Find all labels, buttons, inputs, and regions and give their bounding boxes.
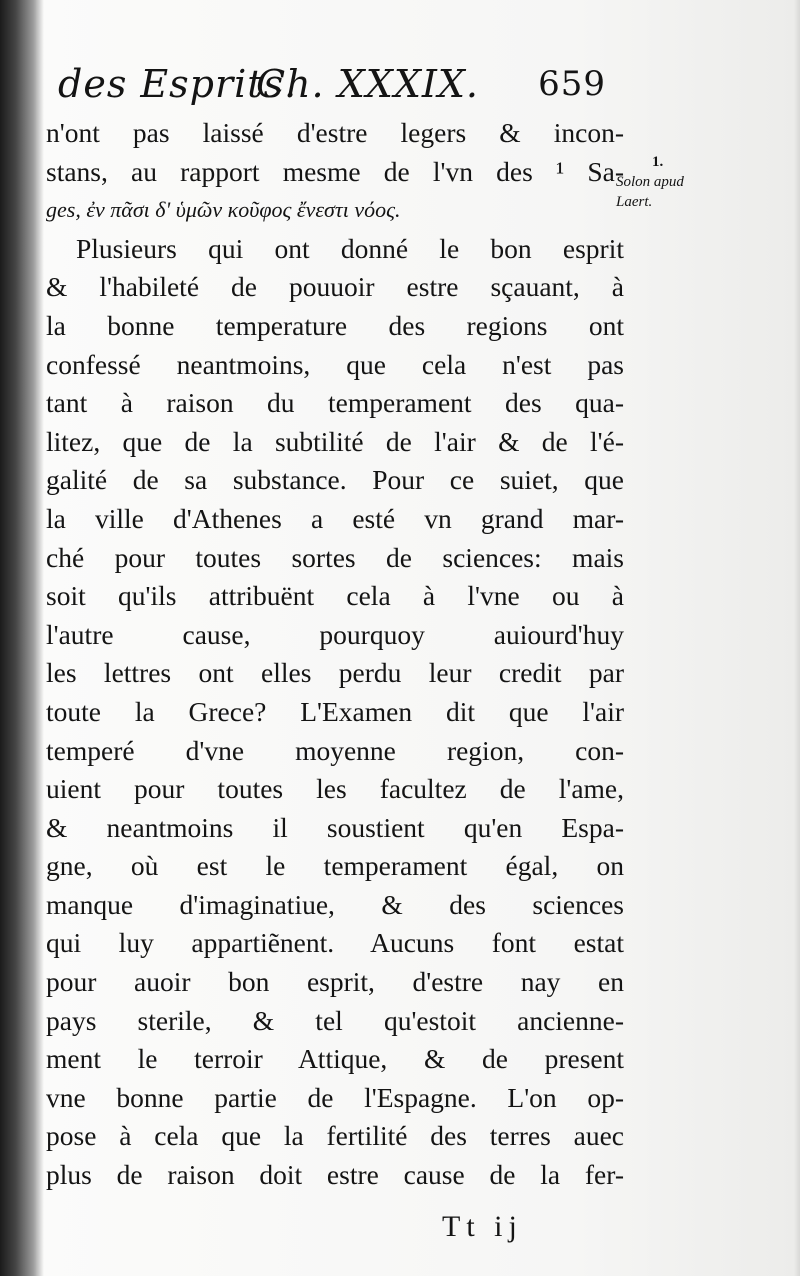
text-line: ment le terroir Attique, & de present [46, 1043, 624, 1075]
text-line: galité de sa substance. Pour ce suiet, que [46, 464, 624, 496]
text-line: la ville d'Athenes a esté vn grand mar- [46, 502, 624, 534]
text-line: stans, au rapport mesme de l'vn des ¹ Sa- [46, 155, 624, 187]
text-line: l'autre cause, pourquoy auiourd'huy [46, 618, 624, 650]
page-edge [794, 0, 800, 1276]
text-line: gne, où est le temperament égal, on [46, 850, 624, 882]
marginal-note-citation-cont: Laert. [616, 194, 653, 210]
text-line: pose à cela que la fertilité des terres auec [46, 1120, 624, 1152]
text-line: tant à raison du temperament des qua- [46, 387, 624, 419]
text-line: qui luy appartiẽnent. Aucuns font estat [46, 927, 624, 959]
text-line: soit qu'ils attribuënt cela à l'vne ou à [46, 580, 624, 612]
text-line: litez, que de la subtilité de l'air & de l'é- [46, 425, 624, 457]
running-head-title: des Esprits. [58, 62, 298, 106]
text-line: n'ont pas laissé d'estre legers & incon- [46, 117, 624, 148]
gutter-shadow [0, 0, 44, 1276]
text-line: uient pour toutes les facultez de l'ame, [46, 773, 624, 805]
text-line: plus de raison doit estre cause de la fer- [46, 1159, 624, 1191]
text-line: confessé neantmoins, que cela n'est pas [46, 348, 624, 380]
text-line: pour auoir bon esprit, d'estre nay en [46, 966, 624, 998]
marginal-note-number: 1. [652, 154, 664, 170]
text-line: & neantmoins il soustient qu'en Espa- [46, 811, 624, 843]
marginal-note-citation: Solon apud [616, 174, 684, 190]
running-head-chapter: Ch. XXXIX. [256, 62, 480, 106]
text-line: les lettres ont elles perdu leur credit par [46, 657, 624, 689]
signature-mark: Tt ij [442, 1210, 523, 1243]
running-head [58, 62, 606, 112]
page-number: 659 [538, 64, 606, 104]
text-line: temperé d'vne moyenne region, con- [46, 734, 624, 766]
text-line: toute la Grece? L'Examen dit que l'air [46, 695, 624, 727]
text-line: vne bonne partie de l'Espagne. L'on op- [46, 1081, 624, 1113]
body-text [46, 114, 624, 1195]
text-line: ché pour toutes sortes de sciences: mais [46, 541, 624, 573]
text-line: & l'habileté de pouuoir estre sçauant, à [46, 271, 624, 303]
marginal-note [616, 152, 726, 212]
paragraph-start-line: Plusieurs qui ont donné le bon esprit [76, 232, 624, 264]
text-line: la bonne temperature des regions ont [46, 309, 624, 341]
text-line: pays sterile, & tel qu'estoit ancienne- [46, 1004, 624, 1036]
text-line: manque d'imaginatiue, & des sciences [46, 888, 624, 920]
greek-quotation-line: ges, ἐν πᾶσι δ' ὑμῶν κοῦφος ἔνεστι νόος. [46, 197, 401, 223]
